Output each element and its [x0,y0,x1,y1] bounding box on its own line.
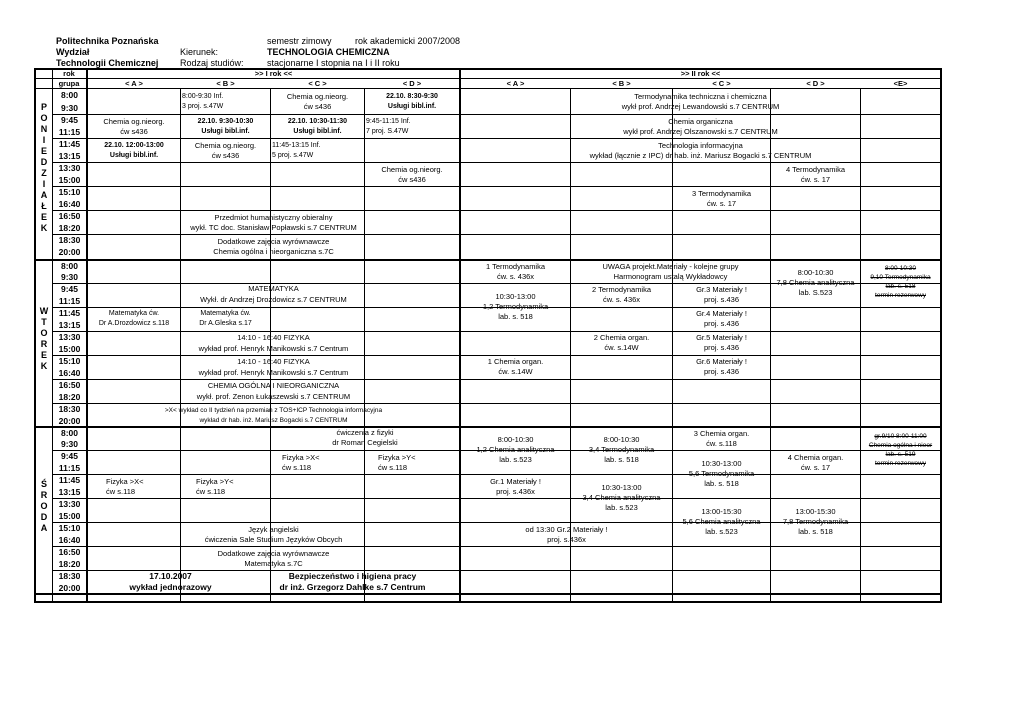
time-cell: 11:15 [58,463,81,473]
class-entry: lab. s. 518 [798,527,833,536]
time-cell: 9:45 [60,284,78,294]
time-cell: 20:00 [58,247,81,257]
group-header-1c: < C > [308,79,327,88]
class-entry: wykład dr hab. inż. Mariusz Bogacki s.7 CENTRUM [199,417,348,424]
faculty-label: Wydział [56,47,90,57]
time-cell: 9:45 [60,115,78,125]
class-entry: 22.10. 9:30-10:30 [197,118,254,125]
group-header-2e: <E> [893,79,908,88]
time-cell: 15:00 [58,344,81,354]
time-cell: 20:00 [58,416,81,426]
class-entry-cancelled: lab. s. 518 [885,283,916,290]
time-cell: 18:30 [58,571,81,581]
time-cell: 13:30 [58,499,81,509]
group-header-2c: < C > [712,79,731,88]
class-entry: Harmonogram ustalą Wykładowcy [613,272,728,281]
time-cell: 15:00 [58,511,81,521]
academic-year: rok akademicki 2007/2008 [355,36,461,46]
class-entry: ćw. s.14W [498,367,533,376]
time-cell: 15:10 [58,356,81,366]
group-header-2a: < A > [506,79,525,88]
class-entry: Usługi bibl.inf. [201,128,250,135]
class-entry: proj. s.436x [547,535,586,544]
class-entry: 7 proj. S.47W [366,128,409,135]
time-cell: 16:50 [58,380,81,390]
class-entry: lab. s.523 [605,503,638,512]
class-entry: 22.10. 12:00-13:00 [104,142,164,149]
time-cell: 16:40 [58,535,81,545]
class-entry: 22.10. 10:30-11:30 [287,118,348,125]
class-entry: ćw. s.118 [706,439,737,448]
group-header-2b: < B > [612,79,631,88]
class-entry: proj. s.436 [703,319,740,328]
class-entry-cancelled: 9,10 Termodynamika [870,274,931,281]
class-entry: Gr.1 Materiały ! [490,477,541,486]
class-entry: 14:10 - 16:40 FIZYKA [237,357,310,366]
time-cell: 9:30 [60,103,78,113]
class-entry: ćw s436 [120,127,148,136]
class-entry: proj. s.436 [703,343,740,352]
class-entry: wykład (łącznie z IPC) dr hab. inż. Mariusz Bogacki s.7 CENTRUM [589,151,812,160]
time-cell: 11:15 [58,127,81,137]
class-entry: 10:30-13:00 [701,459,742,468]
class-entry: wykład prof. Henryk Manikowski s.7 Centrum [198,368,349,377]
class-entry: lab. s.523 [705,527,738,536]
time-cell: 16:50 [58,547,81,557]
time-cell: 11:45 [58,475,81,485]
time-cell: 11:45 [58,308,81,318]
class-entry: ćw s.118 [106,487,136,496]
class-entry: ćw s436 [303,102,332,111]
time-cell: 18:30 [58,235,81,245]
class-entry: ćwiczenia Sale Studium Języków Obcych [204,535,343,544]
class-entry: Matematyka ćw. [200,310,251,317]
time-cell: 8:00 [60,261,78,271]
class-entry: 1,2 Chemia analityczna [476,445,555,454]
class-entry-cancelled: lab. s. 519 [885,451,916,458]
faculty-name: Technologii Chemicznej [56,58,159,68]
field-value: TECHNOLOGIA CHEMICZNA [267,47,390,57]
class-entry: Fizyka >Y< [378,453,416,462]
class-entry: wykład prof. Henryk Manikowski s.7 Centrum [198,344,349,353]
class-entry: Dr A.Drozdowicz s.118 [98,320,170,327]
class-entry: 2 Termodynamika [591,285,652,294]
class-entry: 17.10.2007 [149,571,192,581]
time-cell: 13:15 [58,320,81,330]
class-entry: Gr.3 Materiały ! [696,285,747,294]
time-cell: 9:45 [60,451,78,461]
class-entry: 13:00-15:30 [701,507,742,516]
class-entry: >X< wykład co II tydzień na przemian z TOS+ICP Technologia informacyjna [164,407,383,414]
time-cell: 13:15 [58,151,81,161]
class-entry: 1 Chemia organ. [487,357,544,366]
time-cell: 16:40 [58,199,81,209]
class-entry: 3 Chemia organ. [693,429,750,438]
class-entry: 5,6 Termodynamika [688,469,755,478]
day-monday: PONIEDZIAŁEK [39,102,49,234]
class-entry: Chemia og.nieorg. [194,141,257,150]
class-entry: Fizyka >X< [106,477,144,486]
class-entry: UWAGA projekt.Materiały - kolejne grupy [602,262,739,271]
class-entry: 5,6 Chemia analityczna [682,517,761,526]
class-entry: 11:45-13:15 Inf. [272,142,321,149]
class-entry: Przedmiot humanistyczny obieralny [214,213,333,222]
class-entry: 3 Termodynamika [691,189,752,198]
group-header-1b: < B > [216,79,235,88]
class-entry: 8:00-10:30 [603,435,640,444]
class-entry: Fizyka >X< [282,453,320,462]
group-header-1a: < A > [125,79,143,88]
grupa-label: grupa [58,79,80,88]
class-entry: lab. s.523 [499,455,532,464]
class-entry: 8:00-9:30 Inf. [182,93,224,100]
time-cell: 18:20 [58,559,81,569]
class-entry: wykł prof. Andrzej Olszanowski s.7 CENTRUM [623,127,778,136]
class-entry: ćw s.118 [378,463,408,472]
class-entry-cancelled: Chemia ogólna i nieor [868,442,933,449]
group-header-1d: < D > [402,79,422,88]
time-cell: 13:30 [58,332,81,342]
class-entry: dr Roman Cegielski [332,438,398,447]
class-entry: Wykł. dr Andrzej Drozdowicz s.7 CENTRUM [200,295,347,304]
year2-header: >> II rok << [680,69,721,78]
class-entry: ćw. s. 17 [800,175,831,184]
class-entry: lab. s. 518 [604,455,639,464]
class-entry: 10:30-13:00 [601,483,642,492]
class-entry: wykł prof. Andrzej Lewandowski s.7 CENTRUM [621,102,780,111]
class-entry: ćw. s. 436x [496,272,535,281]
class-entry: ćw s436 [211,151,240,160]
class-entry: Usługi bibl.inf. [387,103,437,110]
class-entry: Chemia og.nieorg. [381,165,443,174]
timetable [34,68,942,603]
class-entry: Usługi bibl.inf. [109,152,159,159]
class-entry: 2 Chemia organ. [593,333,650,342]
time-cell: 9:30 [60,272,78,282]
class-entry: Dodatkowe zajęcia wyrównawcze [217,549,330,558]
class-entry: Usługi bibl.inf. [293,128,342,135]
class-entry: 3,4 Chemia analityczna [582,493,661,502]
class-entry: 14:10 - 16:40 FIZYKA [237,333,310,342]
class-entry: Chemia organiczna [668,117,733,126]
time-cell: 20:00 [58,583,81,593]
class-entry: ćw. s. 17 [800,463,831,472]
group-header-2d: < D > [806,79,825,88]
class-entry: 4 Chemia organ. [787,453,844,462]
time-cell: 8:00 [60,428,78,438]
class-entry: wykł. TC doc. Stanisław Popławski s.7 CENTRUM [190,223,357,232]
class-entry: 3,4 Termodynamika [588,445,655,454]
class-entry: proj. s.436 [703,295,740,304]
time-cell: 8:00 [60,90,78,100]
class-entry-cancelled: termin rezerwowy [875,292,926,299]
time-cell: 15:10 [58,523,81,533]
class-entry: 13:00-15:30 [795,507,836,516]
class-entry: dr inż. Grzegorz Dahlke s.7 Centrum [279,582,426,592]
class-entry: ćw. s. 17 [706,199,737,208]
study-type-value: stacjonarne I stopnia na I i II roku [267,58,400,68]
class-entry: wykł. prof. Zenon Łukaszewski s.7 CENTRUM [196,392,351,401]
time-cell: 15:00 [58,175,81,185]
class-entry: Matematyka ćw. [108,310,160,317]
class-entry: Dodatkowe zajęcia wyrównawcze [217,237,330,246]
time-cell: 18:30 [58,404,81,414]
class-entry: lab. s. 518 [498,312,533,321]
class-entry: wykład jednorazowy [129,582,212,592]
time-cell: 13:15 [58,487,81,497]
class-entry: CHEMIA OGÓLNA I NIEORGANICZNA [207,381,340,390]
time-cell: 15:10 [58,187,81,197]
day-wednesday: ŚRODA [39,479,49,534]
class-entry: Gr.4 Materiały ! [696,309,747,318]
time-cell: 13:30 [58,163,81,173]
class-entry: 5 proj. s.47W [272,152,314,159]
class-entry: Gr.5 Materiały ! [696,333,747,342]
class-entry: 22.10. 8:30-9:30 [386,93,438,100]
time-cell: 16:50 [58,211,81,221]
study-type-label: Rodzaj studiów: [180,58,244,68]
class-entry: Fizyka >Y< [196,477,234,486]
class-entry: proj. s.436 [703,367,740,376]
class-entry-cancelled: 8:00-10:30 [884,265,917,272]
class-entry: ćw. s. 436x [602,295,641,304]
class-entry: 7,8 Chemia analityczna [776,278,855,287]
class-entry: 1 Termodynamika [485,262,546,271]
class-entry: ćw s.118 [282,463,312,472]
class-entry: MATEMATYKA [248,284,299,293]
class-entry: 9:45-11:15 Inf. [366,118,411,125]
class-entry: Dr A.Gleska s.17 [199,320,252,327]
class-entry: 8:00-10:30 [497,435,534,444]
class-entry: lab. S.523 [798,288,833,297]
class-entry-cancelled: gr.9/10 8:00-11:00 [874,433,927,440]
class-entry: Gr.6 Materiały ! [696,357,747,366]
class-entry: 7,8 Termodynamika [782,517,849,526]
class-entry: 8:00-10:30 [797,268,834,277]
class-entry: od 13:30 Gr.2 Materiały ! [525,525,608,534]
class-entry: Matematyka s.7C [244,559,303,568]
class-entry: 3 proj. s.47W [182,103,224,110]
time-cell: 11:15 [58,296,81,306]
class-entry: ćwiczenia z fizyki [336,428,394,437]
class-entry: Chemia og.nieorg. [103,117,165,126]
class-entry: Język angielski [248,525,299,534]
rok-label: rok [63,69,75,78]
class-entry: ćw s436 [398,175,426,184]
class-entry: Termodynamika techniczna i chemiczna [634,92,767,101]
time-cell: 18:20 [58,223,81,233]
class-entry-cancelled: termin rezerwowy [875,460,926,467]
class-entry: 1,2 Termodynamika [482,302,549,311]
class-entry: 4 Termodynamika [785,165,846,174]
time-cell: 9:30 [60,439,78,449]
class-entry: lab. s. 518 [704,479,739,488]
day-tuesday: WTOREK [39,306,49,372]
semester: semestr zimowy [267,36,332,46]
year1-header: >> I rok << [254,69,293,78]
class-entry: ćw. s.14W [604,343,639,352]
class-entry: 10:30-13:00 [495,292,536,301]
class-entry: Technologia informacyjna [658,141,743,150]
time-cell: 11:45 [58,139,81,149]
class-entry: Bezpieczeństwo i higiena pracy [288,571,417,581]
university-name: Politechnika Poznańska [56,36,159,46]
class-entry: Chemia og.nieorg. [286,92,349,101]
time-cell: 16:40 [58,368,81,378]
class-entry: ćw s.118 [196,487,226,496]
field-label: Kierunek: [180,47,219,57]
class-entry: Chemia ogólna i nieorganiczna s.7C [213,247,334,256]
class-entry: proj. s.436x [496,487,535,496]
time-cell: 18:20 [58,392,81,402]
